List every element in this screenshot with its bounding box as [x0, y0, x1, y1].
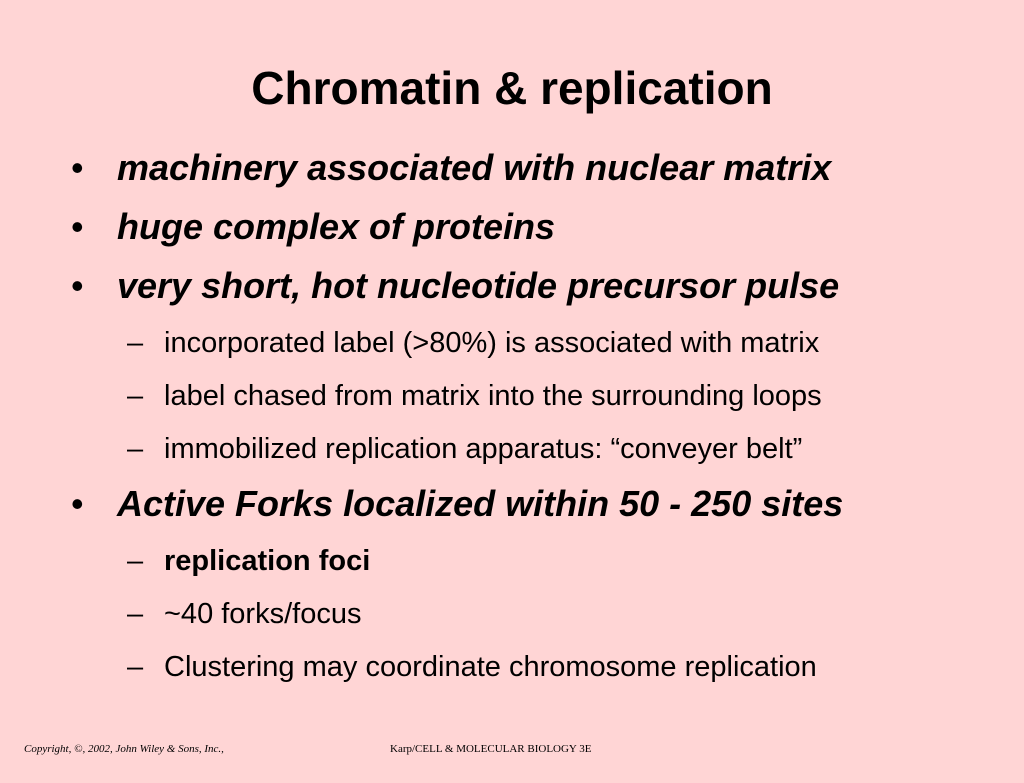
sub-bullet-text: replication foci: [164, 545, 371, 577]
sub-bullet-text: ~40 forks/focus: [164, 598, 362, 630]
bullet-text: machinery associated with nuclear matrix: [117, 147, 832, 188]
sub-bullet-text: Clustering may coordinate chromosome replication: [164, 651, 817, 683]
bullet-text: huge complex of proteins: [117, 206, 556, 247]
source-footer: Karp/CELL & MOLECULAR BIOLOGY 3E: [390, 743, 592, 755]
sub-bullet-text: immobilized replication apparatus: “conveyer belt”: [164, 433, 803, 465]
bullet-mark: •: [71, 483, 84, 524]
sub-bullet-text: label chased from matrix into the surrounding loops: [164, 380, 822, 412]
bullet-mark: •: [71, 206, 84, 247]
dash-mark: –: [127, 327, 144, 359]
dash-mark: –: [127, 651, 144, 683]
dash-mark: –: [127, 433, 144, 465]
dash-mark: –: [127, 545, 144, 577]
dash-mark: –: [127, 380, 144, 412]
sub-bullet-text: incorporated label (>80%) is associated with matrix: [164, 327, 820, 359]
bullet-mark: •: [71, 147, 84, 188]
bullet-text: Active Forks localized within 50 - 250 sites: [117, 483, 844, 524]
slide-title: Chromatin & replication: [251, 62, 773, 114]
dash-mark: –: [127, 598, 144, 630]
copyright-footer: Copyright, ©, 2002, John Wiley & Sons, Inc.,: [24, 743, 224, 755]
bullet-text: very short, hot nucleotide precursor pulse: [117, 265, 840, 306]
bullet-mark: •: [71, 265, 84, 306]
